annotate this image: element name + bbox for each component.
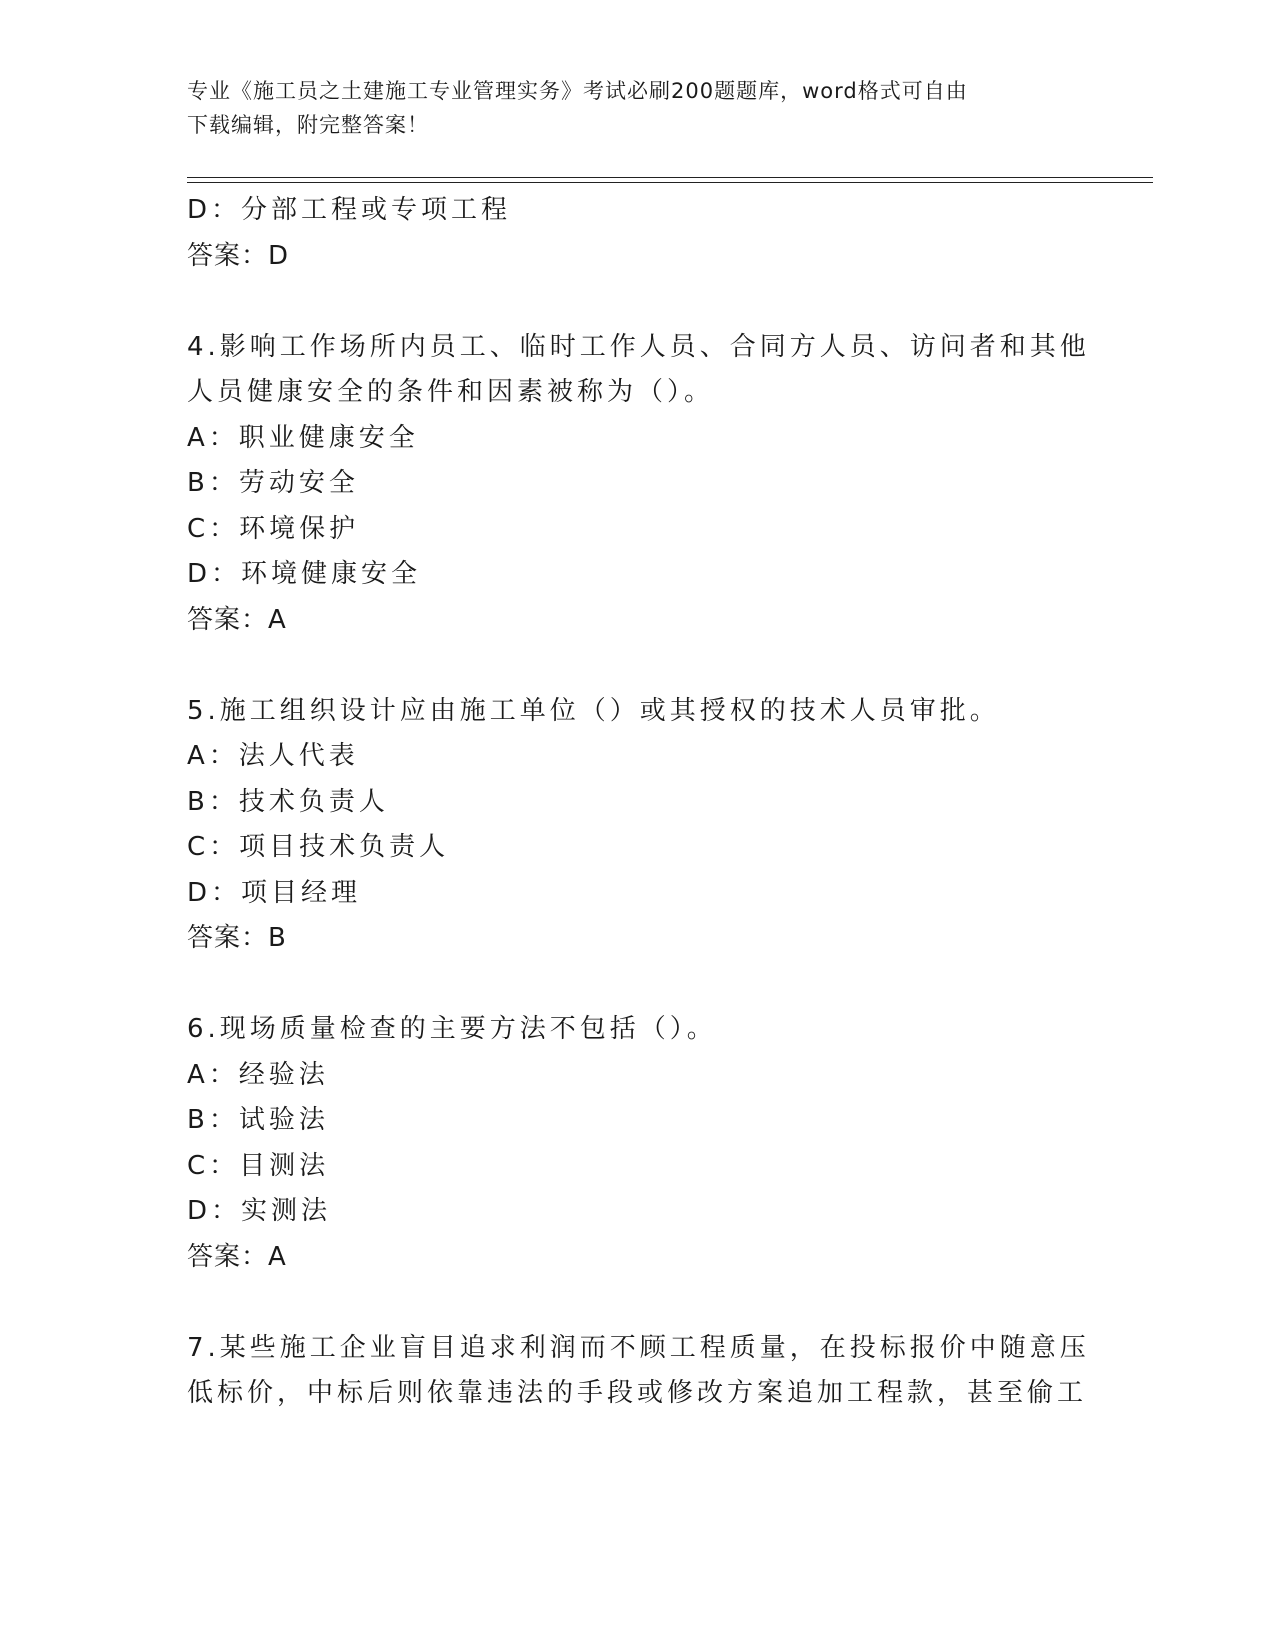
spacer [187, 962, 1087, 1008]
question-7 [187, 1326, 1090, 1417]
question-4 [187, 325, 1090, 644]
question-4-answer: 答案：A [187, 604, 287, 635]
spacer [187, 643, 1087, 689]
question-6-option-d: D：实测法 [187, 1196, 332, 1226]
question-6-answer: 答案：A [187, 1241, 287, 1272]
question-5-option-b: B：技术负责人 [187, 786, 389, 817]
question-6 [187, 1007, 1087, 1280]
question-3-answer: 答案：D [187, 240, 290, 271]
question-4-option-d: D：环境健康安全 [187, 559, 422, 589]
question-6-option-c: C：目测法 [187, 1150, 330, 1181]
question-4-option-b: B：劳动安全 [187, 468, 359, 498]
question-3 [187, 188, 1087, 279]
question-4-stem-line-1: 4.影响工作场所内员工、临时工作人员、合同方人员、访问者和其他 [187, 331, 1090, 362]
header-rule-bottom [187, 182, 1153, 183]
spacer [187, 1280, 1087, 1326]
question-5-option-d: D：项目经理 [187, 877, 362, 908]
header-rule-top [187, 177, 1153, 178]
question-7-stem-line-1: 7.某些施工企业盲目追求利润而不顾工程质量，在投标报价中随意压 [187, 1332, 1090, 1363]
question-5-option-c: C：项目技术负责人 [187, 832, 450, 862]
question-6-stem: 6.现场质量检查的主要方法不包括（）。 [187, 1014, 717, 1044]
question-5 [187, 689, 1087, 962]
question-5-option-a: A：法人代表 [187, 741, 359, 771]
question-3-option-d: D：分部工程或专项工程 [187, 195, 512, 225]
question-4-stem-line-2: 人员健康安全的条件和因素被称为（）。 [187, 377, 715, 407]
header-line-2: 下载编辑，附完整答案！ [187, 113, 429, 137]
question-6-option-a: A：经验法 [187, 1059, 329, 1090]
question-list [187, 188, 1090, 1417]
question-5-stem: 5.施工组织设计应由施工单位（）或其授权的技术人员审批。 [187, 695, 1000, 726]
spacer [187, 279, 1087, 325]
header-line-1: 专业《施工员之土建施工专业管理实务》考试必刷200题题库，word格式可自由 [187, 79, 968, 103]
question-4-option-a: A：职业健康安全 [187, 422, 419, 453]
page-header [187, 74, 1067, 142]
question-5-answer: 答案：B [187, 923, 287, 953]
question-6-option-b: B：试验法 [187, 1105, 329, 1135]
question-7-stem-line-2: 低标价，中标后则依靠违法的手段或修改方案追加工程款，甚至偷工 [187, 1378, 1088, 1408]
question-4-option-c: C：环境保护 [187, 513, 360, 544]
